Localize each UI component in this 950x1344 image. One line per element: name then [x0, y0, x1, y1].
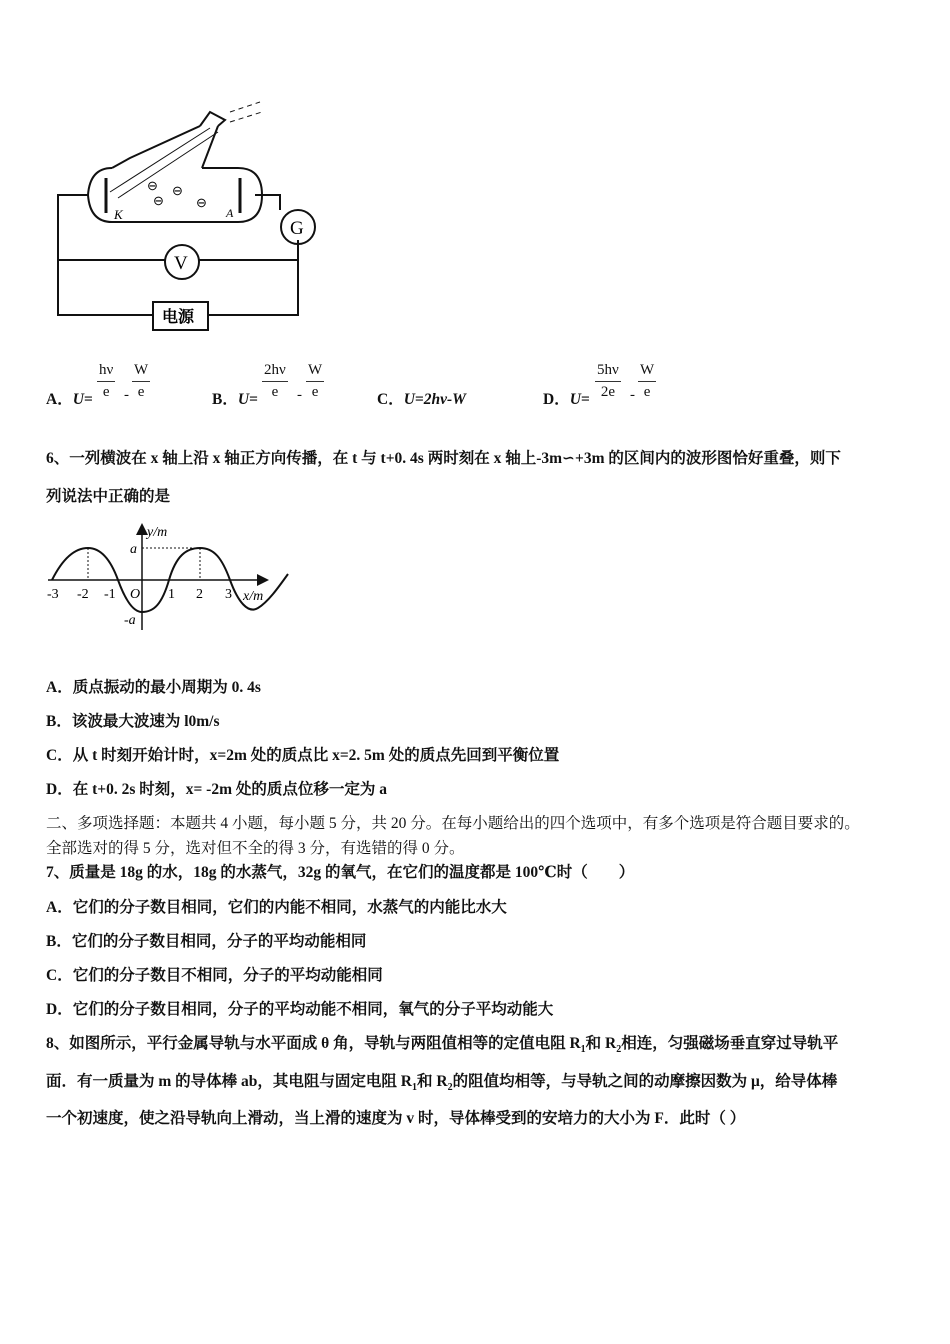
q6-stem-line-1: 6、一列横波在 x 轴上沿 x 轴正方向传播，在 t 与 t+0. 4s 两时刻在 x 轴上-3m∽+3m 的区间内的波形图恰好重叠，则下	[46, 450, 841, 467]
q8-stem-line-3: 一个初速度，使之沿导轨向上滑动，当上滑的速度为 v 时，导体棒受到的安培力的大小为 F．此时（ ）	[46, 1110, 746, 1127]
electron-symbol-1: ⊖	[147, 178, 158, 193]
wave-tick-3: 3	[225, 587, 232, 602]
q7-option-a: A．它们的分子数目相同，它们的内能不相同，水蒸气的内能比水大	[46, 899, 507, 916]
q5-option-a	[46, 387, 93, 409]
electron-symbol-2: ⊖	[172, 183, 183, 198]
q6-option-d: D．在 t+0. 2s 时刻，x= -2m 处的质点位移一定为 a	[46, 781, 388, 798]
wave-x-label: x/m	[243, 589, 264, 604]
q6-option-b: B．该波最大波速为 l0m/s	[46, 713, 220, 730]
wave-tick-neg1: -1	[104, 587, 116, 602]
section2-instructions-line-2: 全部选对的得 5 分，选对但不全的得 3 分，有选错的得 0 分。	[46, 840, 465, 857]
wave-tick-2: 2	[196, 587, 203, 602]
q5-d-fraction-2: $\frac{W}{e}$	[640, 362, 655, 400]
q7-stem: 7、质量是 18g 的水，18g 的水蒸气，32g 的氧气，在它们的温度都是 100℃时（ ）	[46, 864, 635, 881]
q6-stem-line-2: 列说法中正确的是	[46, 488, 171, 505]
q5-option-b	[212, 387, 258, 409]
q5-b-minus: -	[297, 387, 302, 403]
q5-option-c	[377, 387, 466, 409]
q7-option-c: C．它们的分子数目不相同，分子的平均动能相同	[46, 967, 383, 984]
cathode-label: K	[114, 207, 123, 222]
photoelectric-circuit-figure	[50, 100, 330, 340]
q5-a-minus: -	[124, 387, 129, 403]
q5-option-d-letter: D．	[543, 391, 570, 408]
q5-option-b-letter: B．	[212, 391, 238, 408]
q5-option-c-text: U=2hν-W	[403, 391, 466, 408]
q5-a-fraction-2: $\frac{W}{e}$	[134, 362, 149, 400]
wave-tick-neg2: -2	[77, 587, 89, 602]
wave-a-label: a	[130, 542, 137, 557]
wave-origin-label: O	[130, 587, 141, 602]
q6-option-c: C．从 t 时刻开始计时，x=2m 处的质点比 x=2. 5m 处的质点先回到平衡位置	[46, 747, 560, 764]
q5-option-d-prefix: U=	[569, 391, 590, 408]
wave-y-label: y/m	[147, 525, 168, 540]
q6-option-a: A．质点振动的最小周期为 0. 4s	[46, 679, 261, 696]
q8-stem-line-1: 8、如图所示，平行金属导轨与水平面成 θ 角，导轨与两阻值相等的定值电阻 $R_1$和 $R_2$相连，匀强磁场垂直穿过导轨平	[46, 1035, 839, 1056]
anode-label: A	[226, 206, 234, 220]
wave-graph-figure	[44, 518, 294, 638]
galvanometer-label: G	[290, 218, 304, 239]
wave-tick-1: 1	[168, 587, 175, 602]
q5-b-fraction-2: $\frac{W}{e}$	[308, 362, 323, 400]
q5-b-fraction-1: $\frac{2h\nu}{e}$	[264, 362, 286, 400]
wave-neg-a-label: -a	[124, 613, 136, 628]
wave-tick-neg3: -3	[47, 587, 59, 602]
q5-a-fraction-1: $\frac{h\nu}{e}$	[99, 362, 114, 400]
section2-instructions-line-1: 二、多项选择题：本题共 4 小题，每小题 5 分，共 20 分。在每小题给出的四个选项中，有多个选项是符合题目要求的。	[46, 815, 860, 832]
electron-symbol-4: ⊖	[196, 195, 207, 210]
q8-stem-line-2: 面．有一质量为 m 的导体棒 ab，其电阻与固定电阻 $R_1$和 $R_2$的阻值均相等，与导轨之间的动摩擦因数为 μ，给导体棒	[46, 1073, 838, 1094]
q7-option-b: B．它们的分子数目相同，分子的平均动能相同	[46, 933, 367, 950]
q5-option-a-prefix: U=	[72, 391, 93, 408]
electron-symbol-3: ⊖	[153, 193, 164, 208]
power-source-label: 电源	[162, 309, 195, 326]
q5-option-c-letter: C．	[377, 391, 404, 408]
q5-option-a-letter: A．	[46, 391, 73, 408]
voltmeter-label: V	[174, 253, 188, 274]
q5-d-fraction-1: $\frac{5h\nu}{2e}$	[597, 362, 619, 400]
q5-option-d	[543, 387, 590, 409]
q5-d-minus: -	[630, 387, 635, 403]
q7-option-d: D．它们的分子数目相同，分子的平均动能不相同，氧气的分子平均动能大	[46, 1001, 554, 1018]
q5-option-b-prefix: U=	[237, 391, 258, 408]
